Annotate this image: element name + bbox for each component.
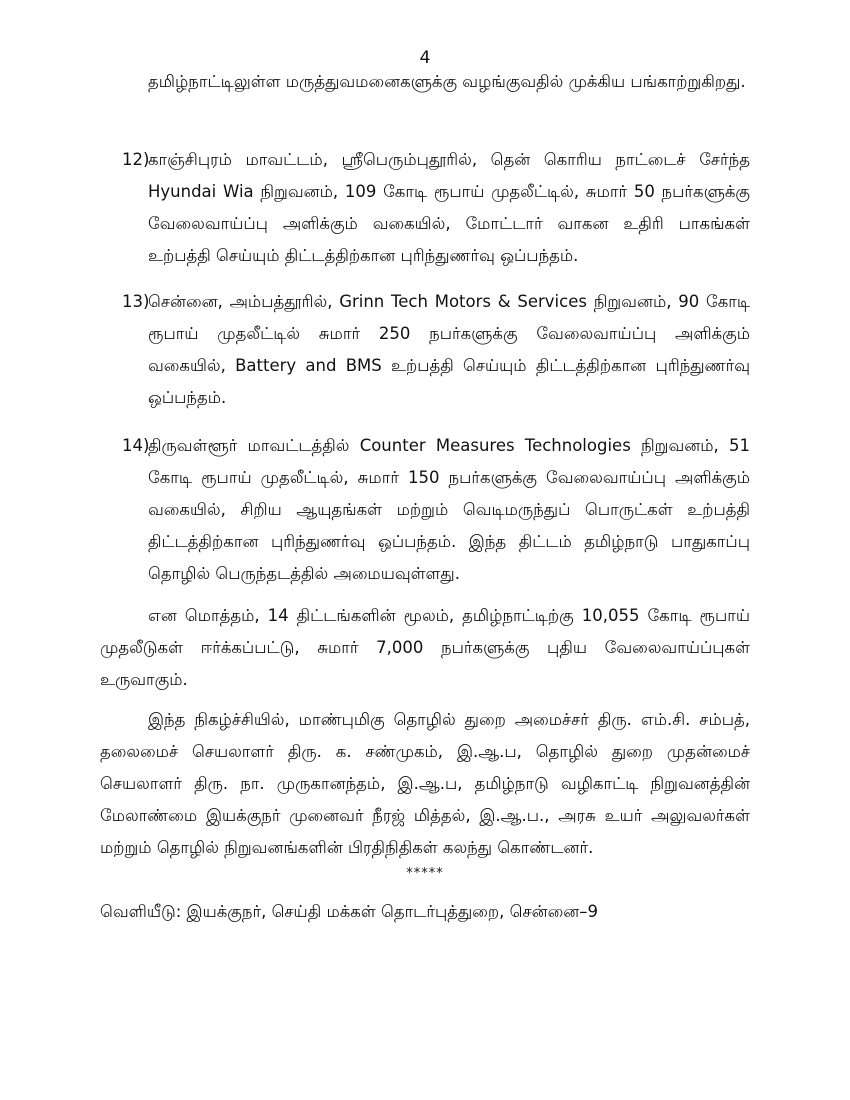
list-item-text: சென்னை, அம்பத்தூரில், Grinn Tech Motors & Services நிறுவனம், 90 கோடி ரூபாய் முதலீட்டில் சுமார் 250 நபர்களுக்கு வேலைவாய்ப்பு அளிக்கும் வகையில், Battery and BMS உற்பத்தி செய்யும் திட்டத்திற்கான புரிந்துணர்வு ஒப்பந்தம். xyxy=(148,292,750,407)
page-number: 4 xyxy=(419,48,431,68)
summary-paragraph: என மொத்தம், 14 திட்டங்களின் மூலம், தமிழ்நாட்டிற்கு 10,055 கோடி ரூபாய் முதலீடுகள் ஈர்க்கப்பட்டு, சுமார் 7,000 நபர்களுக்கு புதிய வேலைவாய்ப்புகள் உருவாகும். xyxy=(100,606,750,689)
section-separator: ***** xyxy=(406,866,444,881)
list-item-number: 12) xyxy=(122,150,150,169)
release-footer: வெளியீடு: இயக்குநர், செய்தி மக்கள் தொடர்புத்துறை, சென்னை–9 xyxy=(100,902,598,921)
intro-paragraph: தமிழ்நாட்டிலுள்ள மருத்துவமனைகளுக்கு வழங்குவதில் முக்கிய பங்காற்றுகிறது. xyxy=(148,72,746,91)
list-item-text: திருவள்ளூர் மாவட்டத்தில் Counter Measures Technologies நிறுவனம், 51 கோடி ரூபாய் முதலீட்டில், சுமார் 150 நபர்களுக்கு வேலைவாய்ப்பு அளிக்கும் வகையில், சிறிய ஆயுதங்கள் மற்றும் வெடிமருந்துப் பொருட்கள் உற்பத்தி திட்டத்திற்கான புரிந்துணர்வு ஒப்பந்தம். இந்த திட்டம் தமிழ்நாடு பாதுகாப்பு தொழில் பெருந்தடத்தில் அமையவுள்ளது. xyxy=(148,436,750,583)
list-item-text: காஞ்சிபுரம் மாவட்டம், ஸ்ரீபெரும்புதூரில், தென் கொரிய நாட்டைச் சேர்ந்த Hyundai Wia நிறுவனம், 109 கோடி ரூபாய் முதலீட்டில், சுமார் 50 நபர்களுக்கு வேலைவாய்ப்பு அளிக்கும் வகையில், மோட்டார் வாகன உதிரி பாகங்கள் உற்பத்தி செய்யும் திட்டத்திற்கான புரிந்துணர்வு ஒப்பந்தம். xyxy=(148,150,750,265)
list-item-number: 13) xyxy=(122,292,150,311)
list-item xyxy=(122,286,750,414)
list-item xyxy=(122,430,750,590)
attendees-paragraph: இந்த நிகழ்ச்சியில், மாண்புமிகு தொழில் துறை அமைச்சர் திரு. எம்.சி. சம்பத், தலைமைச் செயலாளர் திரு. க. சண்முகம், இ.ஆ.ப, தொழில் துறை முதன்மைச் செயலாளர் திரு. நா. முருகானந்தம், இ.ஆ.ப, தமிழ்நாடு வழிகாட்டி நிறுவனத்தின் மேலாண்மை இயக்குநர் முனைவர் நீரஜ் மித்தல், இ.ஆ.ப., அரசு உயர் அலுவலர்கள் மற்றும் தொழில் நிறுவனங்களின் பிரதிநிதிகள் கலந்து கொண்டனர். xyxy=(100,710,750,857)
list-item-number: 14) xyxy=(122,436,150,455)
list-item xyxy=(122,144,750,272)
